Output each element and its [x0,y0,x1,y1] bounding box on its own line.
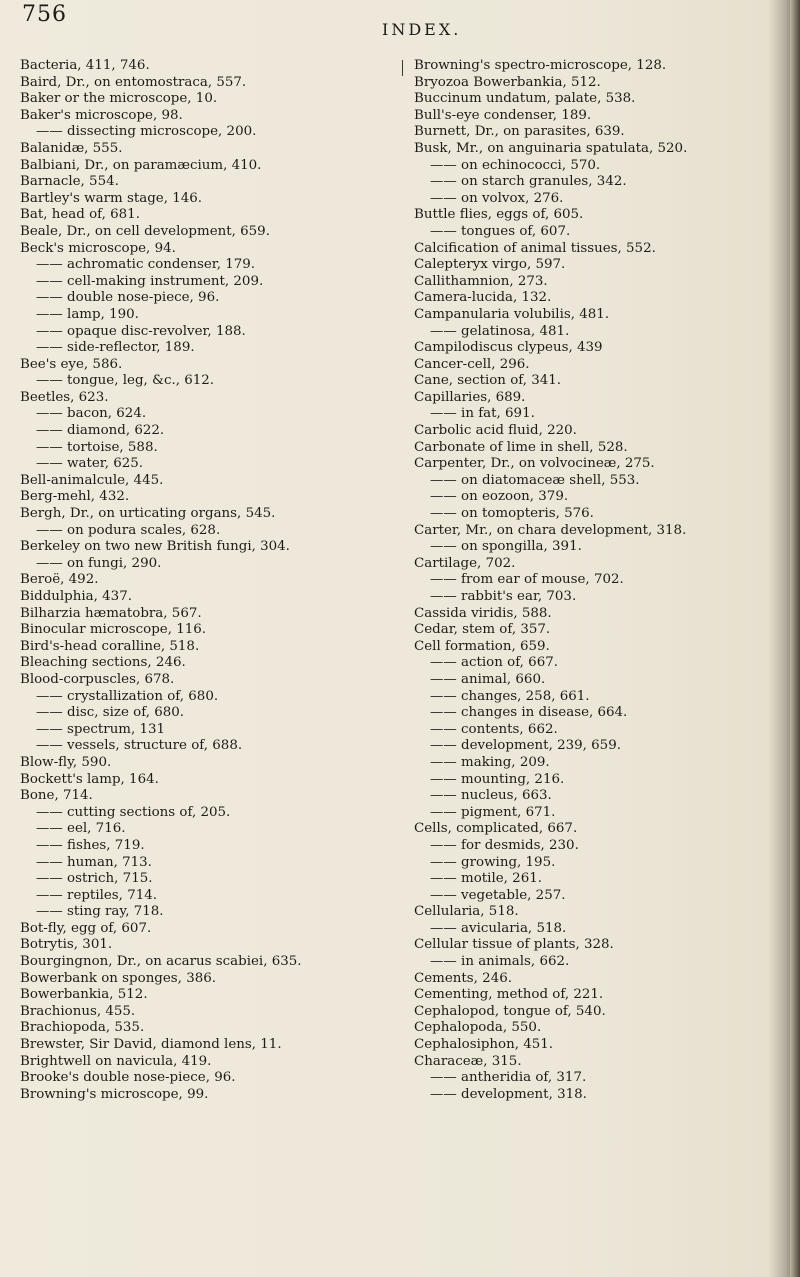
index-entry: Bourgingnon, Dr., on acarus scabiei, 635. [20,954,302,970]
index-entry: Cedar, stem of, 357. [414,622,551,638]
index-subentry: —— pigment, 671. [430,804,556,820]
index-entry: Burnett, Dr., on parasites, 639. [414,124,625,140]
index-subentry: —— on echinococci, 570. [430,157,601,173]
index-subentry: —— spectrum, 131 [36,721,166,737]
index-entry: Carbolic acid fluid, 220. [414,423,577,439]
index-subentry: —— gelatinosa, 481. [430,323,570,339]
index-subentry: —— mounting, 216. [430,771,565,787]
index-subentry: —— on eozoon, 379. [430,489,569,505]
index-entry: Brewster, Sir David, diamond lens, 11. [20,1037,282,1053]
index-entry: Bacteria, 411, 746. [20,58,150,73]
page-header [0,0,790,56]
index-subentry: —— animal, 660. [430,671,546,687]
index-subentry: —— on tomopteris, 576. [430,506,594,522]
index-entry: Botrytis, 301. [20,937,113,953]
index-subentry: —— antheridia of, 317. [430,1070,587,1086]
index-subentry: —— human, 713. [36,854,152,870]
index-entry: Bot-fly, egg of, 607. [20,920,152,936]
index-entry: Barnacle, 554. [20,174,119,190]
index-subentry: —— action of, 667. [430,655,558,671]
index-entry: Brightwell on navicula, 419. [20,1053,212,1069]
index-entry: Busk, Mr., on anguinaria spatulata, 520. [414,140,688,156]
index-entry: Bryozoa Bowerbankia, 512. [414,74,601,90]
index-entry: Calcification of animal tissues, 552. [414,240,656,256]
index-subentry: —— development, 318. [430,1086,587,1102]
index-entry: Cephalopod, tongue of, 540. [414,1003,606,1019]
index-entry: Berg-mehl, 432. [20,489,130,505]
index-entry: Bee's eye, 586. [20,356,123,372]
index-subentry: —— changes, 258, 661. [430,688,590,704]
index-entry: Baker's microscope, 98. [20,107,183,123]
index-subentry: —— fishes, 719. [36,837,145,853]
index-subentry: —— opaque disc-revolver, 188. [36,323,246,339]
index-entry: Campanularia volubilis, 481. [414,306,610,322]
index-entry: Characeæ, 315. [414,1053,522,1069]
index-entry: Brachiopoda, 535. [20,1020,145,1036]
index-subentry: —— in fat, 691. [430,406,535,422]
index-entry: Cane, section of, 341. [414,373,562,389]
index-entry: Capillaries, 689. [414,389,526,405]
page-number: 756 [22,2,67,27]
index-subentry: —— sting ray, 718. [36,904,164,920]
index-subentry: —— water, 625. [36,456,144,472]
index-subentry: —— on starch granules, 342. [430,174,627,190]
index-entry: Bowerbank on sponges, 386. [20,970,217,986]
running-head: INDEX. [382,20,462,39]
index-entry: Cephalopoda, 550. [414,1020,542,1036]
index-entry: Bowerbankia, 512. [20,987,148,1003]
index-entry: Bell-animalcule, 445. [20,472,164,488]
index-entry: Bilharzia hæmatobra, 567. [20,605,202,621]
index-entry: Cephalosiphon, 451. [414,1037,554,1053]
index-subentry: —— vegetable, 257. [430,887,566,903]
index-entry: Cements, 246. [414,970,512,986]
index-subentry: —— double nose-piece, 96. [36,290,220,306]
index-subentry: —— vessels, structure of, 688. [36,738,243,754]
index-entry: Binocular microscope, 116. [20,622,207,638]
index-entry: Browning's spectro-microscope, 128. [414,58,667,73]
index-column-right [414,58,784,1103]
index-entry: Bull's-eye condenser, 189. [414,107,592,123]
index-entry: Beck's microscope, 94. [20,240,176,256]
index-subentry: —— cell-making instrument, 209. [36,273,264,289]
index-entry: Bleaching sections, 246. [20,655,186,671]
index-entry: Browning's microscope, 99. [20,1086,209,1102]
index-entry: Carpenter, Dr., on volvocineæ, 275. [414,456,655,472]
index-entry: Carbonate of lime in shell, 528. [414,439,628,455]
index-entry: Carter, Mr., on chara development, 318. [414,522,687,538]
index-entry: Cancer-cell, 296. [414,356,530,372]
index-subentry: —— on spongilla, 391. [430,539,582,555]
index-entry: Balanidæ, 555. [20,140,123,156]
index-entry: Campilodiscus clypeus, 439 [414,340,603,356]
index-entry: Biddulphia, 437. [20,589,132,604]
index-subentry: —— cutting sections of, 205. [36,804,231,820]
index-entry: Bone, 714. [20,788,93,804]
index-subentry: —— ostrich, 715. [36,871,153,887]
index-entry: Baird, Dr., on entomostraca, 557. [20,74,247,90]
index-subentry: —— disc, size of, 680. [36,705,185,721]
index-entry: Baker or the microscope, 10. [20,91,218,107]
index-subentry: —— on fungi, 290. [36,555,162,571]
index-entry: Cells, complicated, 667. [414,821,578,837]
index-entry: Cellularia, 518. [414,904,519,920]
index-entry: Brooke's double nose-piece, 96. [20,1070,236,1086]
index-subentry: —— on diatomaceæ shell, 553. [430,472,640,488]
index-subentry: —— growing, 195. [430,854,556,870]
index-entry: Blood-corpuscles, 678. [20,671,175,687]
index-entry: Bartley's warm stage, 146. [20,190,203,206]
index-entry: Buccinum undatum, palate, 538. [414,91,636,107]
index-entry: Beetles, 623. [20,389,109,405]
index-entry: Calepteryx virgo, 597. [414,257,566,273]
index-subentry: —— for desmids, 230. [430,837,579,853]
index-subentry: —— tongue, leg, &c., 612. [36,373,215,389]
index-entry: Cellular tissue of plants, 328. [414,937,614,953]
index-entry: Cell formation, 659. [414,638,550,654]
index-subentry: —— contents, 662. [430,721,558,737]
index-subentry: —— changes in disease, 664. [430,705,628,721]
index-subentry: —— crystallization of, 680. [36,688,219,704]
column-divider [402,60,403,76]
index-entry: Bockett's lamp, 164. [20,771,159,787]
index-entry: Blow-fly, 590. [20,754,112,770]
index-subentry: —— diamond, 622. [36,423,165,439]
index-entry: Bat, head of, 681. [20,207,140,223]
index-subentry: —— on podura scales, 628. [36,522,221,538]
index-entry: Camera-lucida, 132. [414,290,552,306]
index-entry: Buttle flies, eggs of, 605. [414,207,584,223]
index-subentry: —— dissecting microscope, 200. [36,124,257,140]
index-subentry: —— avicularia, 518. [430,920,567,936]
index-entry: Beale, Dr., on cell development, 659. [20,223,270,239]
index-subentry: —— eel, 716. [36,821,126,837]
index-subentry: —— nucleus, 663. [430,788,552,804]
index-entry: Callithamnion, 273. [414,273,548,289]
index-subentry: —— motile, 261. [430,871,542,887]
page-edge-shadow [790,0,800,1277]
index-subentry: —— making, 209. [430,754,550,770]
index-subentry: —— on volvox, 276. [430,190,564,206]
index-subentry: —— achromatic condenser, 179. [36,257,256,273]
index-entry: Cementing, method of, 221. [414,987,604,1003]
index-entry: Beroë, 492. [20,572,99,588]
index-subentry: —— reptiles, 714. [36,887,158,903]
index-entry: Cassida viridis, 588. [414,605,552,621]
index-subentry: —— rabbit's ear, 703. [430,589,577,604]
index-subentry: —— side-reflector, 189. [36,340,195,356]
index-subentry: —— tongues of, 607. [430,223,571,239]
index-subentry: —— tortoise, 588. [36,439,158,455]
index-entry: Bergh, Dr., on urticating organs, 545. [20,506,276,522]
index-subentry: —— bacon, 624. [36,406,147,422]
index-entry: Cartilage, 702. [414,555,516,571]
index-entry: Brachionus, 455. [20,1003,136,1019]
index-subentry: —— in animals, 662. [430,954,570,970]
index-subentry: —— from ear of mouse, 702. [430,572,624,588]
index-entry: Berkeley on two new British fungi, 304. [20,539,290,555]
index-subentry: —— lamp, 190. [36,306,139,322]
index-subentry: —— development, 239, 659. [430,738,621,754]
index-entry: Balbiani, Dr., on paramæcium, 410. [20,157,262,173]
index-entry: Bird's-head coralline, 518. [20,638,200,654]
index-column-left [20,58,390,1103]
